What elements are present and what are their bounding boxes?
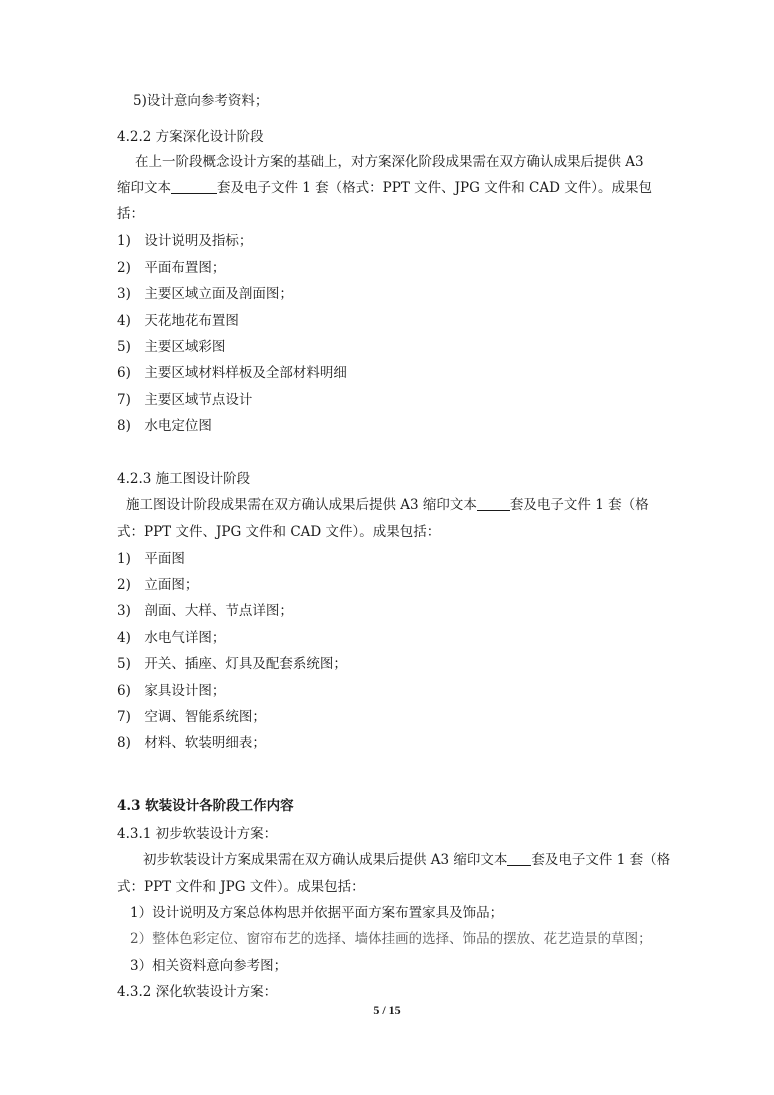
- list-item: 2）整体色彩定位、窗帘布艺的选择、墙体挂画的选择、饰品的摆放、花艺造景的草图；: [130, 931, 652, 947]
- list-item: 2) 立面图；: [117, 577, 199, 593]
- fill-in-blank: [477, 497, 510, 511]
- paragraph-line: 式：PPT 文件、JPG 文件和 CAD 文件）。成果包括：: [117, 524, 441, 540]
- section-heading-4-2-3: 4.2.3 施工图设计阶段: [117, 471, 251, 487]
- paragraph-line: [117, 179, 652, 197]
- paragraph-text: 初步软装设计方案成果需在双方确认成果后提供 A3 缩印文本: [143, 852, 508, 868]
- list-item: 1) 平面图: [117, 551, 185, 567]
- list-item: 3）相关资料意向参考图；: [130, 958, 288, 974]
- paragraph-line: [143, 851, 670, 869]
- list-item: 7) 空调、智能系统图；: [117, 709, 266, 725]
- paragraph-text: 施工图设计阶段成果需在双方确认成果后提供 A3 缩印文本: [126, 497, 477, 513]
- paragraph-line: 式：PPT 文件和 JPG 文件）。成果包括：: [117, 879, 365, 895]
- list-item: 5) 开关、插座、灯具及配套系统图；: [117, 656, 347, 672]
- fill-in-blank: [171, 180, 217, 194]
- subsection-heading-4-3-1: 4.3.1 初步软装设计方案：: [117, 826, 278, 842]
- subsection-heading-4-3-2: 4.3.2 深化软装设计方案：: [117, 984, 278, 1000]
- list-item: 4) 水电气详图；: [117, 630, 226, 646]
- list-item: 1）设计说明及方案总体构思并依据平面方案布置家具及饰品；: [130, 905, 504, 921]
- list-item: 5) 主要区域彩图: [117, 339, 226, 355]
- list-item: 3) 剖面、大样、节点详图；: [117, 603, 293, 619]
- list-item: 3) 主要区域立面及剖面图；: [117, 286, 293, 302]
- item-design-reference: 5)设计意向参考资料；: [133, 93, 269, 109]
- paragraph-line: 在上一阶段概念设计方案的基础上，对方案深化阶段成果需在双方确认成果后提供 A3: [135, 154, 644, 170]
- list-item: 2) 平面布置图；: [117, 260, 226, 276]
- paragraph-text: 缩印文本: [117, 180, 171, 196]
- list-item: 8) 水电定位图: [117, 418, 212, 434]
- fill-in-blank: [507, 852, 531, 866]
- paragraph-text: 套及电子文件 1 套（格: [509, 497, 649, 513]
- paragraph-line: 括：: [117, 206, 144, 222]
- section-heading-4-3: 4.3 软装设计各阶段工作内容: [117, 798, 294, 814]
- list-item: 8) 材料、软装明细表；: [117, 735, 266, 751]
- list-item: 6) 家具设计图；: [117, 683, 226, 699]
- list-item: 1) 设计说明及指标；: [117, 233, 253, 249]
- list-item: 6) 主要区域材料样板及全部材料明细: [117, 365, 347, 381]
- paragraph-line: [126, 496, 649, 514]
- page-number: 5 / 15: [373, 1003, 401, 1017]
- section-heading-4-2-2: 4.2.2 方案深化设计阶段: [117, 129, 264, 145]
- paragraph-text: 套及电子文件 1 套（格: [531, 852, 671, 868]
- list-item: 7) 主要区域节点设计: [117, 392, 253, 408]
- paragraph-text: 套及电子文件 1 套（格式：PPT 文件、JPG 文件和 CAD 文件）。成果包: [217, 180, 652, 196]
- list-item: 4) 天花地花布置图: [117, 313, 239, 329]
